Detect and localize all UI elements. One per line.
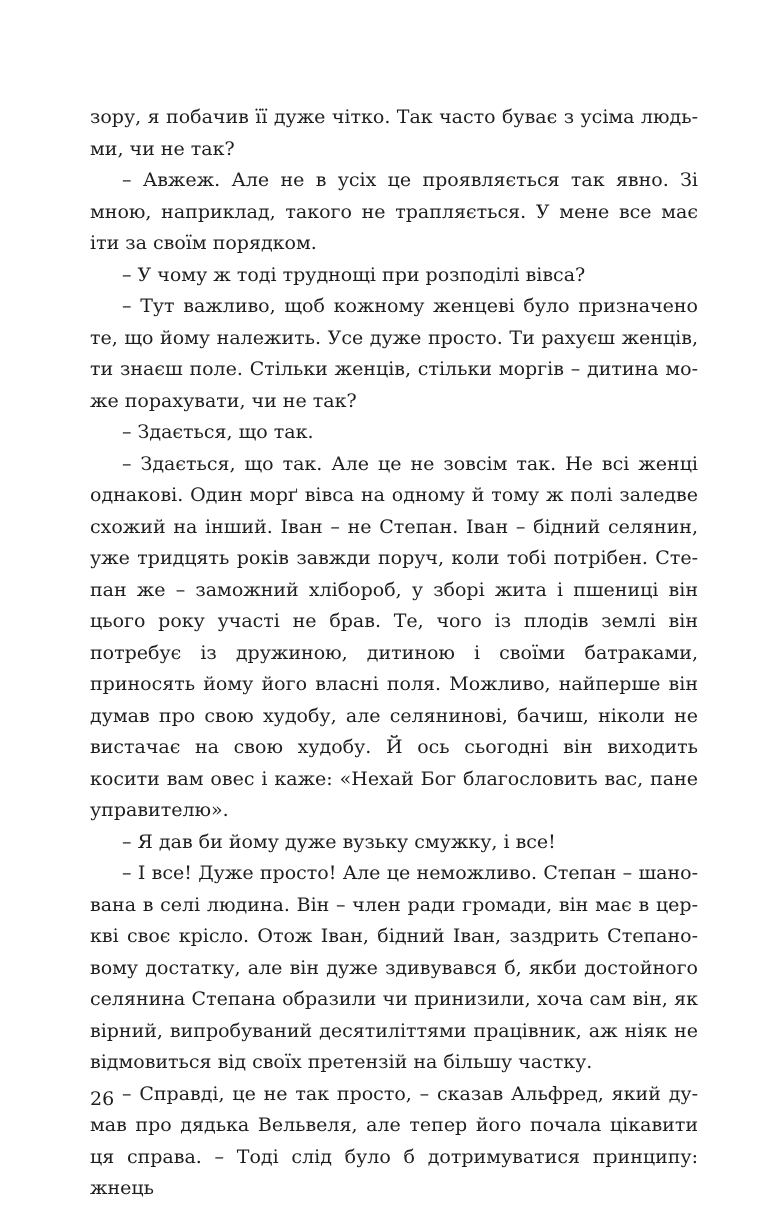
paragraph-5: – Здається, що так. xyxy=(122,421,314,443)
paragraph-8: – І все! Дуже просто! Але це неможливо. Степан – шанована в селі людина. Він – член ради громади, він має в церкві своє крісло. Отож Іван, бідний Іван, заздрить Степановому достатку, але він дуже здивувався б, якби достойного селянина Степана образили чи принизили, хоча сам він, як вірний, випробуваний десятиліттями працівник, аж ніяк не відмовиться від своїх претензій на більшу частку. xyxy=(90,862,698,1073)
paragraph-3: – У чому ж тоді труднощі при розподілі вівса? xyxy=(122,263,586,286)
paragraph-2: – Авжеж. Але не в усіх це проявляється так явно. Зі мною, наприклад, такого не трапляється. У мене все має іти за своїм порядком. xyxy=(90,169,698,254)
paragraph-1: зору, я побачив її дуже чітко. Так часто буває з усіма людьми, чи не так? xyxy=(90,106,698,160)
paragraph-6: – Здається, що так. Але це не зовсім так. Не всі женці однакові. Один морґ вівса на одному й тому ж полі заледве схожий на інший. Іван – не Степан. Іван – бідний селянин, уже тридцять років завжди поруч, коли тобі потрібен. Степан же – заможний хлібороб, у зборі жита і пшениці він цього року участі не брав. Те, чого із плодів землі він потребує із дружиною, дитиною і своїми батраками, приносять йому його власні поля. Можливо, найперше він думав про свою худобу, але селянинові, бачиш, ніколи не вистачає на свою худобу. Й ось сьогодні він виходить косити вам овес і каже: «Нехай Бог благословить вас, пане управителю». xyxy=(90,452,698,821)
paragraph-7: – Я дав би йому дуже вузьку смужку, і все! xyxy=(122,830,556,853)
page-number: 26 xyxy=(90,1088,115,1110)
page-body-text xyxy=(90,102,698,1205)
paragraph-4: – Тут важливо, щоб кожному женцеві було призначено те, що йому належить. Усе дуже просто. Ти рахуєш женців, ти знаєш поле. Стільки женців, стільки моргів – дитина може порахувати, чи не так? xyxy=(90,295,698,412)
paragraph-9: – Справді, це не так просто, – сказав Альфред, який думав про дядька Вельвеля, але тепер його почала цікавити ця справа. – Тоді слід було б дотримуватися принципу: жнець xyxy=(90,1082,698,1199)
